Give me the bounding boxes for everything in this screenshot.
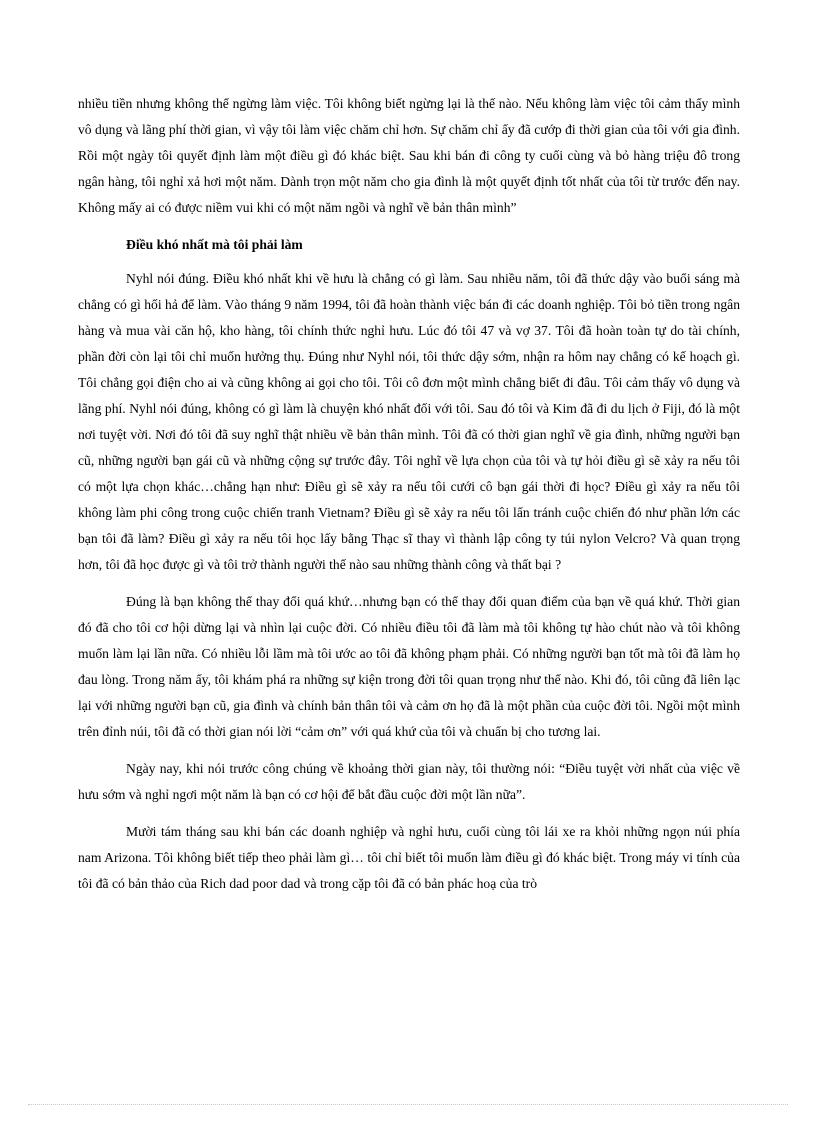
paragraph-past: Đúng là bạn không thể thay đổi quá khứ…nhưng bạn có thể thay đổi quan điểm của bạn về quá khứ. Thời gian đó đã cho tôi cơ hội dừng lại và nhìn lại cuộc đời. Có nhiều điều tôi đã làm mà tôi không tự hào chút nào và tôi không muốn làm lại lần nữa. Có nhiều lỗi lầm mà tôi ước ao tôi đã không phạm phải. Có những người bạn tốt mà tôi đã làm họ đau lòng. Trong năm ấy, tôi khám phá ra những sự kiện trong đời tôi quan trọng như thế nào. Khi đó, tôi cũng đã liên lạc lại với những người bạn cũ, gia đình và chính bản thân tôi và cảm ơn họ đã là một phần của cuộc đời tôi. Ngồi một mình trên đỉnh núi, tôi đã có thời gian nói lời “cảm ơn” với quá khứ của tôi và chuẩn bị cho tương lai. — [78, 594, 740, 739]
page-bottom-divider — [28, 1104, 788, 1105]
paragraph-eighteen-months: Mười tám tháng sau khi bán các doanh nghiệp và nghỉ hưu, cuối cùng tôi lái xe ra khỏi những ngọn núi phía nam Arizona. Tôi không biết tiếp theo phải làm gì… tôi chỉ biết tôi muốn làm điều gì đó khác biệt. Trong máy vi tính của tôi đã có bản thảo của Rich dad poor dad và trong cặp tôi đã có bản phác hoạ của trò — [78, 824, 740, 891]
paragraph-today: Ngày nay, khi nói trước công chúng về khoảng thời gian này, tôi thường nói: “Điều tuyệt vời nhất của việc về hưu sớm và nghỉ ngơi một năm là bạn có cơ hội để bắt đầu cuộc đời một lần nữa”. — [78, 761, 740, 802]
paragraph-continuation: nhiều tiền nhưng không thể ngừng làm việc. Tôi không biết ngừng lại là thế nào. Nếu không làm việc tôi cảm thấy mình vô dụng và lãng phí thời gian, vì vậy tôi làm việc chăm chỉ hơn. Sự chăm chỉ ấy đã cướp đi thời gian của tôi với gia đình. Rồi một ngày tôi quyết định làm một điều gì đó khác biệt. Sau khi bán đi công ty cuối cùng và bỏ hàng triệu đô trong ngân hàng, tôi nghỉ xả hơi một năm. Dành trọn một năm cho gia đình là một quyết định tốt nhất của tôi từ trước đến nay. Không mấy ai có được niềm vui khi có một năm ngồi và nghĩ về bản thân mình” — [78, 96, 740, 215]
document-body — [78, 91, 740, 908]
section-heading: Điều khó nhất mà tôi phải làm — [126, 237, 303, 252]
paragraph-retirement: Nyhl nói đúng. Điều khó nhất khi về hưu là chẳng có gì làm. Sau nhiều năm, tôi đã thức dậy vào buổi sáng mà chẳng có gì hối hả để làm. Vào tháng 9 năm 1994, tôi đã hoàn thành việc bán đi các doanh nghiệp. Tôi bỏ tiền trong ngân hàng và mua vài căn hộ, kho hàng, tôi chính thức nghỉ hưu. Lúc đó tôi 47 và vợ 37. Tôi đã hoàn toàn tự do tài chính, phần đời còn lại tôi chỉ muốn hưởng thụ. Đúng như Nyhl nói, tôi thức dậy sớm, nhận ra hôm nay chẳng có kế hoạch gì. Tôi chẳng gọi điện cho ai và cũng không ai gọi cho tôi. Tôi cô đơn một mình chẳng biết đi đâu. Tôi cảm thấy vô dụng và lãng phí. Nyhl nói đúng, không có gì làm là chuyện khó nhất đối với tôi. Sau đó tôi và Kim đã đi du lịch ở Fiji, đó là một nơi tuyệt vời. Nơi đó tôi đã suy nghĩ thật nhiều về bản thân mình. Tôi đã có thời gian nghĩ về gia đình, những người bạn cũ, những người bạn gái cũ và những cộng sự trước đây. Tôi nghĩ về lựa chọn của tôi và tự hỏi điều gì sẽ xảy ra nếu tôi có một lựa chọn khác…chẳng hạn như: Điều gì sẽ xảy ra nếu tôi cưới cô bạn gái thời đi học? Điều gì xảy ra nếu tôi không làm phi công trong cuộc chiến tranh Vietnam? Điều gì sẽ xảy ra nếu tôi lẩn tránh cuộc chiến đó như phần lớn các bạn tôi đã làm? Điều gì xảy ra nếu tôi học lấy bằng Thạc sĩ thay vì thành lập công ty túi nylon Velcro? Và quan trọng hơn, tôi đã học được gì và tôi trở thành người thế nào sau những thành công và thất bại ? — [78, 271, 740, 572]
